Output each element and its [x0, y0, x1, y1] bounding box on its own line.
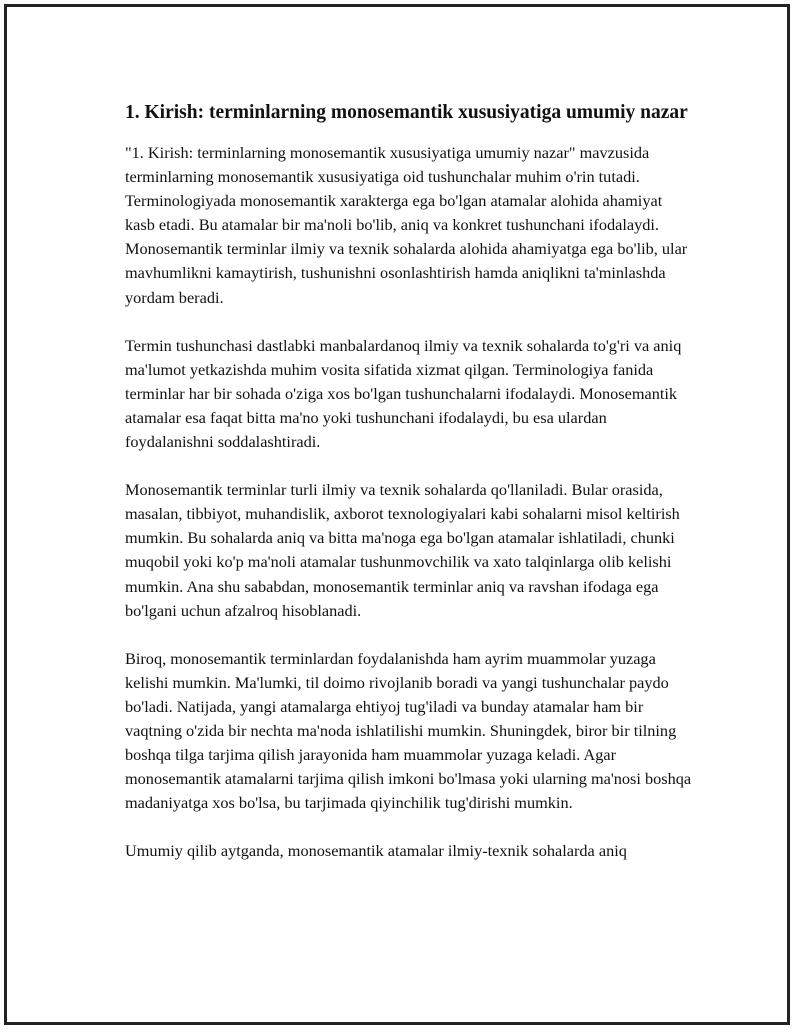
- document-title: 1. Kirish: terminlarning monosemantik xususiyatiga umumiy nazar: [125, 102, 688, 123]
- page-frame: [4, 4, 790, 1025]
- paragraph-4: Biroq, monosemantik terminlardan foydalanishda ham ayrim muammolar yuzaga kelishi mumkin. Ma'lumki, til doimo rivojlanib boradi va yangi tushunchalar paydo bo'ladi. Natijada, yangi atamalarga ehtiyoj tug'iladi va bunday atamalar ham bir vaqtning o'zida bir nechta ma'noda ishlatilishi mumkin. Shuningdek, biror bir tilning boshqa tilga tarjima qilish jarayonida ham muammolar yuzaga keladi. Agar monosemantik atamalarni tarjima qilish imkoni bo'lmasa yoki ularning ma'nosi boshqa madaniyatga xos bo'lsa, bu tarjimada qiyinchilik tug'dirishi mumkin.: [125, 648, 692, 813]
- paragraph-1: "1. Kirish: terminlarning monosemantik xususiyatiga umumiy nazar" mavzusida terminlarning monosemantik xususiyatiga oid tushunchalar muhim o'rin tutadi. Terminologiyada monosemantik xarakterga ega bo'lgan atamalar alohida ahamiyat kasb etadi. Bu atamalar bir ma'noli bo'lib, aniq va konkret tushunchani ifodalaydi. Monosemantik terminlar ilmiy va texnik sohalarda alohida ahamiyatga ega bo'lib, ular mavhumlikni kamaytirish, tushunishni osonlashtirish hamda aniqlikni ta'minlashda yordam beradi.: [125, 143, 688, 307]
- paragraph-5: Umumiy qilib aytganda, monosemantik atamalar ilmiy-texnik sohalarda aniq: [125, 841, 627, 861]
- document-body: [125, 99, 695, 887]
- paragraph-3: Monosemantik terminlar turli ilmiy va texnik sohalarda qo'llaniladi. Bular orasida, masalan, tibbiyot, muhandislik, axborot texnologiyalari kabi sohalarni misol keltirish mumkin. Bu sohalarda aniq va bitta ma'noga ega bo'lgan atamalar ishlatiladi, chunki muqobil yoki ko'p ma'noli atamalar tushunmovchilik va xato talqinlarga olib kelishi mumkin. Ana shu sababdan, monosemantik terminlar aniq va ravshan ifodaga ega bo'lgani uchun afzalroq hisoblanadi.: [125, 480, 680, 620]
- paragraph-2: Termin tushunchasi dastlabki manbalardanoq ilmiy va texnik sohalarda to'g'ri va aniq ma'lumot yetkazishda muhim vosita sifatida xizmat qilgan. Terminologiya fanida terminlar har bir sohada o'ziga xos bo'lgan tushunchalarni ifodalaydi. Monosemantik atamalar esa faqat bitta ma'no yoki tushunchani ifodalaydi, bu esa ulardan foydalanishni soddalashtiradi.: [125, 335, 682, 452]
